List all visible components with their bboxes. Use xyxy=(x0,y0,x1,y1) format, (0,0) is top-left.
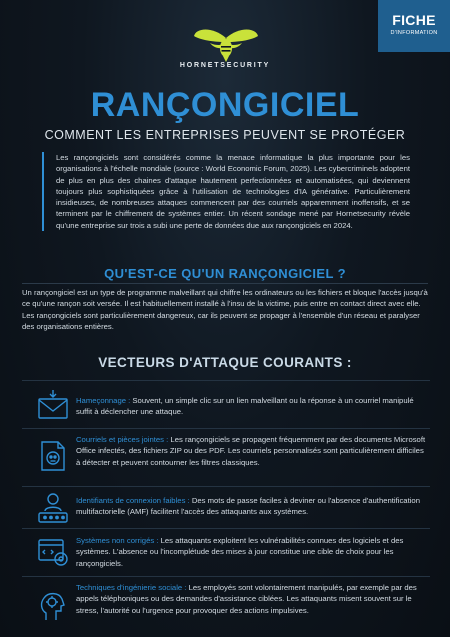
vector-description: Les rançongiciels se propagent fréquemment par des documents Microsoft Office infectés, des fichiers ZIP ou des PDF. Les courriels personnalisés sont particulièrement difficiles à détecter et peuvent contourner les filtres classiques. xyxy=(76,435,426,467)
vector-label: Identifiants de connexion faibles : xyxy=(76,496,190,505)
fiche-information-tag xyxy=(378,0,450,52)
phishing-envelope-icon xyxy=(36,388,70,422)
vector-item-phishing xyxy=(22,380,430,428)
intro-paragraph: Les rançongiciels sont considérés comme la menace informatique la plus importante pour les organisations à l'échelle mondiale (source : World Economic Forum, 2025). Les cybercriminels adoptent de plus en plus des chaines d'attaque hautement perfectionnées et automatisées, qui deviennent toujours plus sophistiquées grâce à l'utilisation de technologies d'IA générative. Particulièrement insidieuses, de nombreuses attaques commencent par des courriels apparemment inoffensifs, et se terminent par le chiffrement de systèmes entier. Un récent sondage mené par Hornetsecurity révèle qu'une entreprise sur trois a subi une perte de données due aux rançongiciels en 2024. xyxy=(42,152,410,231)
infected-file-icon xyxy=(36,439,70,473)
vector-description: Souvent, un simple clic sur un lien malveillant ou la réponse à un courriel manipulé suffit à déclencher une attaque. xyxy=(76,396,414,417)
vector-description: Les attaquants exploitent les vulnérabilités connues des logiciels et des systèmes. L'absence ou l'incomplétude des mises à jour constitue une cible de choix pour les rançongiciels. xyxy=(76,536,404,568)
vector-label: Hameçonnage : xyxy=(76,396,131,405)
section-divider xyxy=(22,283,428,284)
vectors-title: VECTEURS D'ATTAQUE COURANTS : xyxy=(98,355,352,370)
vector-text xyxy=(76,535,426,569)
page-title: RANÇONGICIEL xyxy=(90,86,360,124)
vector-text xyxy=(76,395,426,418)
password-credentials-icon xyxy=(36,491,70,525)
vector-text xyxy=(76,495,426,518)
vector-text xyxy=(76,434,426,468)
vector-label: Techniques d'ingénierie sociale : xyxy=(76,583,187,592)
vector-label: Courriels et pièces jointes : xyxy=(76,435,169,444)
social-engineering-head-icon xyxy=(36,589,70,623)
tag-line-1: FICHE xyxy=(392,12,436,28)
unpatched-system-icon xyxy=(36,535,70,569)
vector-item-attachments xyxy=(22,428,430,486)
hornet-logo-icon xyxy=(190,24,262,64)
vector-description: Des mots de passe faciles à deviner ou l'absence d'authentification multifactorielle (AMF) facilitent l'accès des attaquants aux systèmes. xyxy=(76,496,420,517)
brand-name: HORNETSECURITY xyxy=(179,62,271,69)
tag-line-2: D'INFORMATION xyxy=(390,30,438,36)
what-is-title: QU'EST-CE QU'UN RANÇONGICIEL ? xyxy=(104,266,346,281)
vector-item-social-engineering xyxy=(22,576,430,634)
vector-description: Les employés sont volontairement manipulés, par exemple par des appels téléphoniques ou des demandes d'assistance ciblées. Les attaquants misent souvent sur le stress, l'autorité ou l'urgence pour provoquer des actions impulsives. xyxy=(76,583,417,615)
vector-text xyxy=(76,582,426,616)
vector-label: Systèmes non corrigés : xyxy=(76,536,159,545)
vector-item-credentials xyxy=(22,486,430,528)
what-is-paragraph: Un rançongiciel est un type de programme malveillant qui chiffre les ordinateurs ou les fichiers et bloque l'accès jusqu'à ce qu'une rançon soit versée. Il est habituellement installé à l'insu de la victime, puis entre en contact direct avec elle. Les rançongiciels sont particulièrement dangereux, car ils peuvent se propager à l'ensemble d'un réseau et paralyser des organisations entières. xyxy=(22,288,428,331)
vector-item-unpatched xyxy=(22,528,430,576)
page-subtitle: COMMENT LES ENTREPRISES PEUVENT SE PROTÉGER xyxy=(44,128,406,142)
